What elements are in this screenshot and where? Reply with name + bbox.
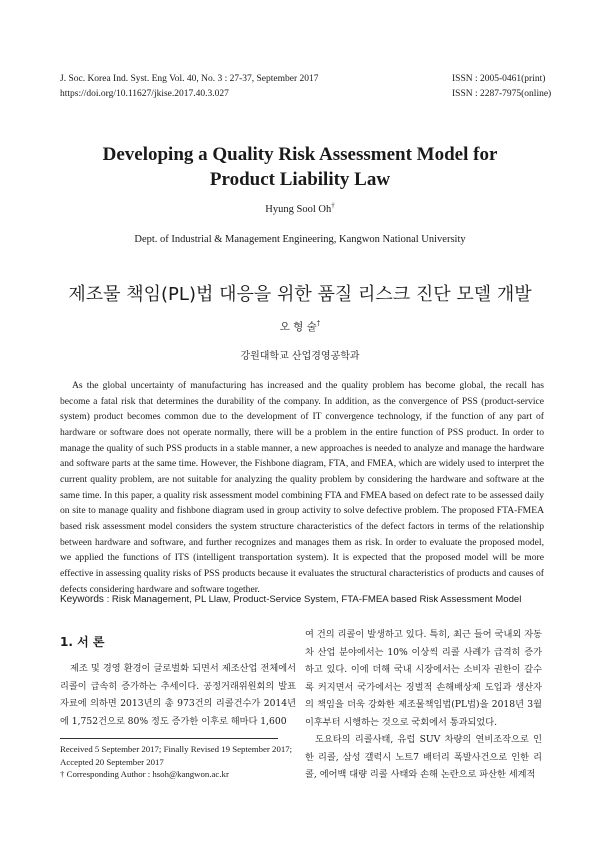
author-korean — [60, 319, 540, 334]
footnotes — [60, 743, 300, 781]
corresponding-mark: † — [331, 201, 335, 210]
issn-print: ISSN : 2005-0461(print) — [452, 74, 546, 84]
title-en-line-2: Product Liability Law — [209, 169, 391, 190]
keywords: Keywords : Risk Management, PL Llaw, Product-Service System, FTA-FMEA based Risk Assessment Model — [60, 594, 522, 605]
keywords-label: Keywords — [60, 594, 104, 605]
footnote-received: Received 5 September 2017; Finally Revised 19 September 2017; — [60, 744, 293, 754]
affiliation-korean: 강원대학교 산업경영공학과 — [240, 351, 360, 362]
section-heading-introduction: 1. 서 론 — [60, 635, 105, 649]
author-english — [60, 201, 540, 215]
journal-line: J. Soc. Korea Ind. Syst. Eng Vol. 40, No. 3 : 27-37, September 2017 — [60, 74, 319, 84]
introduction-column-right — [305, 626, 542, 784]
journal-citation — [60, 72, 319, 102]
title-korean: 제조물 책임(PL)법 대응을 위한 품질 리스크 진단 모델 개발 — [68, 284, 532, 305]
affiliation-english: Dept. of Industrial & Management Engineering, Kangwon National University — [134, 234, 466, 245]
issn-online: ISSN : 2287-7975(online) — [452, 89, 552, 99]
introduction-paragraph-left: 제조 및 경영 환경이 글로벌화 되면서 제조산업 전체에서 리콜이 급속히 증가하는 추세이다. 공정거래위원회의 발표자료에 의하면 2013년의 총 973건의 리콜건수가 2014년에 1,752건으로 80% 정도 증가한 이후로 해마다 1,600 — [60, 663, 296, 727]
title-en-line-1: Developing a Quality Risk Assessment Model for — [102, 144, 498, 165]
footnote-accepted: Accepted 20 September 2017 — [60, 756, 164, 767]
author-en-name: Hyung Sool Oh — [265, 204, 332, 215]
keywords-list: Risk Management, PL Llaw, Product-Service System, FTA-FMEA based Risk Assessment Model — [111, 594, 522, 605]
author-ko-name: 오 형 술 — [279, 321, 317, 333]
corresponding-mark-ko: † — [316, 319, 321, 328]
introduction-paragraph-right-2: 도요타의 리콜사태, 유럽 SUV 차량의 연비조작으로 인한 리콜, 삼성 갤럭시 노트7 배터리 폭발사건으로 인한 리콜, 에어백 대량 리콜 사태와 손해 논란으로 파산한 세계적 — [305, 734, 542, 780]
footnote-divider — [60, 738, 278, 739]
title-english — [60, 142, 540, 192]
footnote-corresponding: † Corresponding Author : hsoh@kangwon.ac.kr — [60, 769, 229, 779]
introduction-paragraph-right-1: 여 건의 리콜이 발생하고 있다. 특히, 최근 들어 국내외 자동차 산업 분야에서는 10% 이상씩 리콜 사례가 급격히 증가하고 있다. 이에 더해 국내 시장에서는 소비자 권한이 갈수록 커지면서 국가에서는 징벌적 손해배상제 도입과 생산자의 책임을 더욱 강화한 제조물책임법(PL법)을 2018년 3월 이후부터 시행하는 것으로 국회에서 통과되었다. — [305, 629, 542, 728]
abstract: As the global uncertainty of manufacturing has increased and the quality problem has become global, the recall has become a fatal risk that determines the durability of the company. In addition, as the convergence of PSS (product-service system) product becomes common due to the development of IT convergence technology, if the function of any part of hardware or software does not operate normally, there will be a problem in the entire function of PSS product. In order to manage the quality of such PSS products in a stable manner, a new approaches is needed to analyze and manage the hardware and software parts at the same time. However, the Fishbone diagram, FTA, and FMEA, which are widely used to interpret the current quality problem, are not suitable for analyzing the quality problem by considering the hardware and software at the same time. In this paper, a quality risk assessment model combining FTA and FMEA based on defect rate to be assessed daily on site to manage quality and fishbone diagram used in group activity to solve defective problem. The proposed FTA-FMEA based risk assessment model considers the system structure characteristics of the defect factors in terms of the relationship between hardware and software, and further recognizes and manages them as risk. In order to evaluate the proposed model, we applied the functions of ITS (intelligent transportation system). It is expected that the proposed model will be more effective in assessing quality risks of PSS products because it evaluates the structural characteristics of products and causes of defects considering hardware and software together. — [60, 380, 544, 595]
issn-block — [452, 72, 551, 102]
doi-line[interactable]: https://doi.org/10.11627/jkise.2017.40.3.027 — [60, 89, 229, 99]
